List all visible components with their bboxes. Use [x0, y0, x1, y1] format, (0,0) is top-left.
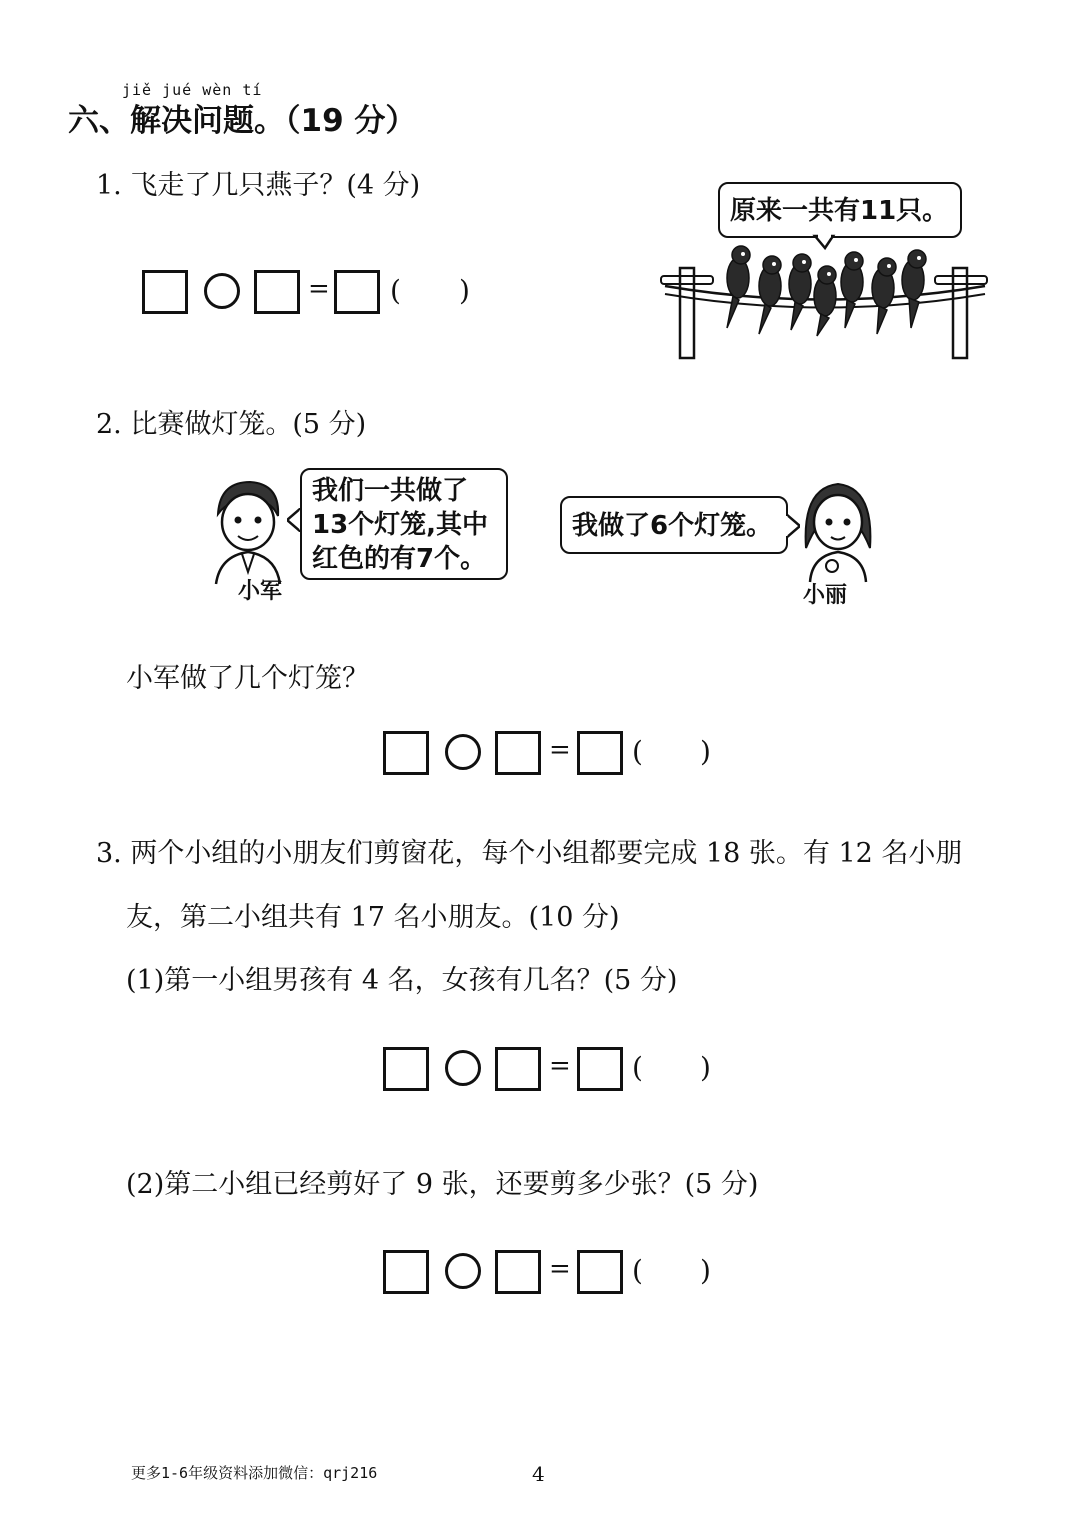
unit-blank[interactable]: [646, 733, 696, 773]
answer-box[interactable]: [383, 731, 429, 775]
operator-circle[interactable]: [445, 1253, 481, 1289]
equals-sign: =: [308, 274, 330, 304]
unit-blank[interactable]: [404, 272, 456, 312]
answer-box[interactable]: [495, 731, 541, 775]
answer-box[interactable]: [495, 1047, 541, 1091]
girl-figure: [798, 478, 878, 583]
boy-illustration: [208, 468, 508, 608]
answer-box[interactable]: [577, 1047, 623, 1091]
answer-box[interactable]: [254, 270, 300, 314]
unit-paren-close: ): [459, 274, 470, 307]
page-number: 4: [532, 1462, 545, 1486]
question-3-text-line1: 3. 两个小组的小朋友们剪窗花，每个小组都要完成 18 张。有 12 名小朋: [96, 838, 963, 869]
operator-circle[interactable]: [445, 1050, 481, 1086]
unit-blank[interactable]: [646, 1049, 696, 1089]
unit-paren-open: (: [632, 1254, 643, 1287]
answer-box[interactable]: [142, 270, 188, 314]
boy-name: 小军: [238, 579, 283, 604]
section-title: 六、解决问题。（19 分）: [68, 103, 417, 139]
boy-speech-line: 13个灯笼,其中: [312, 510, 489, 540]
boy-figure: [208, 476, 288, 586]
boy-speech-line: 红色的有7个。: [312, 544, 487, 574]
answer-box[interactable]: [383, 1047, 429, 1091]
footer-note: 更多1-6年级资料添加微信：qrj216: [131, 1464, 378, 1482]
unit-paren-close: ): [700, 1051, 711, 1084]
girl-illustration: [560, 478, 870, 608]
unit-paren-open: (: [632, 735, 643, 768]
swallows-illustration: [655, 178, 995, 363]
question-2-subquestion: 小军做了几个灯笼？: [126, 663, 369, 694]
answer-box[interactable]: [334, 270, 380, 314]
answer-box[interactable]: [495, 1250, 541, 1294]
answer-box[interactable]: [577, 1250, 623, 1294]
operator-circle[interactable]: [204, 273, 240, 309]
answer-box[interactable]: [383, 1250, 429, 1294]
girl-name: 小丽: [803, 583, 848, 608]
unit-blank[interactable]: [646, 1252, 696, 1292]
operator-circle[interactable]: [445, 734, 481, 770]
answer-box[interactable]: [577, 731, 623, 775]
speech-bubble: 原来一共有11只。: [718, 182, 962, 238]
unit-paren-close: ): [700, 1254, 711, 1287]
unit-paren-close: ): [700, 735, 711, 768]
bubble-tail: [287, 508, 301, 532]
boy-speech-bubble: [300, 468, 508, 580]
equals-sign: =: [549, 1254, 571, 1284]
equals-sign: =: [549, 735, 571, 765]
equals-sign: =: [549, 1051, 571, 1081]
question-1-text: 1. 飞走了几只燕子？(4 分): [96, 170, 421, 201]
swallows-drawing: [655, 178, 995, 363]
question-3-sub1: (1)第一小组男孩有 4 名，女孩有几名？(5 分): [126, 965, 678, 996]
question-3-text-line2: 友，第二小组共有 17 名小朋友。(10 分): [126, 902, 620, 933]
section-title-pinyin: jiě jué wèn tí: [122, 81, 263, 99]
boy-speech-line: 我们一共做了: [312, 476, 469, 506]
unit-paren-open: (: [632, 1051, 643, 1084]
unit-paren-open: (: [390, 274, 401, 307]
girl-speech-bubble: 我做了6个灯笼。: [560, 496, 788, 554]
question-3-sub2: (2)第二小组已经剪好了 9 张，还要剪多少张？(5 分): [126, 1169, 759, 1200]
question-2-text: 2. 比赛做灯笼。(5 分): [96, 409, 367, 440]
